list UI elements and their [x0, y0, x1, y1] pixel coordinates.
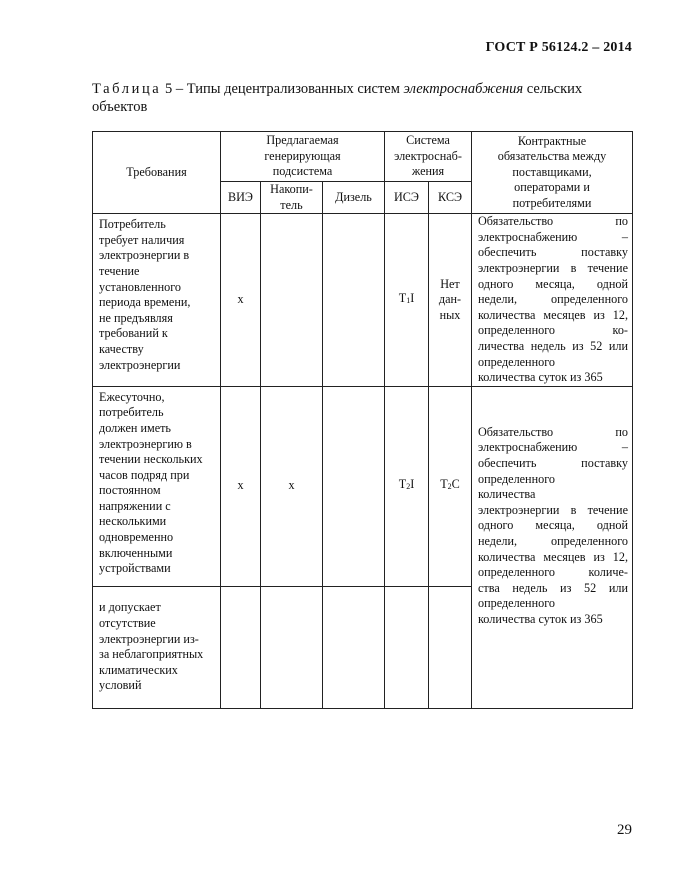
caption-text: Типы децентрализованных систем: [186, 81, 400, 97]
caption-number: 5: [164, 81, 173, 97]
vie-cell: [221, 586, 261, 708]
diesel-cell: [323, 386, 385, 586]
storage-cell: [261, 586, 323, 708]
header-diesel: Дизель: [323, 182, 385, 214]
header-storage: Накопи- тель: [261, 182, 323, 214]
caption-label: Таблица: [92, 81, 162, 97]
table-caption: [92, 80, 632, 116]
table-row: [93, 214, 633, 387]
vie-cell: х: [221, 214, 261, 387]
requirement-cell: Ежесуточно, потребитель должен иметь электроэнергию в течении нескольких часов подряд при постоянном напряжении с несколькими одновременно включенными устройствами: [93, 386, 221, 586]
kse-cell: Т2С: [429, 386, 472, 586]
power-systems-table: [92, 131, 633, 709]
header-contract-obligations: Контрактные обязательства между поставщиками, операторами и потребителями: [472, 132, 633, 214]
kse-cell: Нет дан- ных: [429, 214, 472, 387]
caption-dash: –: [175, 81, 184, 97]
header-gen-subsystem: Предлагаемая генерирующая подсистема: [221, 132, 385, 182]
diesel-cell: [323, 214, 385, 387]
kse-cell: [429, 586, 472, 708]
vie-cell: х: [221, 386, 261, 586]
header-vie: ВИЭ: [221, 182, 261, 214]
requirement-cell: и допускает отсутствие электроэнергии из- за неблагоприятных климатических условий: [93, 586, 221, 708]
requirement-cell: Потребитель требует наличия электроэнергии в течение установленного периода времени, не предъявляя требований к качеству электроэнергии: [93, 214, 221, 387]
caption-text-rest: сельских: [526, 81, 583, 97]
table-row: [93, 386, 633, 586]
ise-cell: Т1I: [385, 214, 429, 387]
caption-line2: объектов: [92, 99, 148, 115]
storage-cell: х: [261, 386, 323, 586]
header-requirements: Требования: [93, 132, 221, 214]
diesel-cell: [323, 586, 385, 708]
page-number: 29: [617, 822, 632, 838]
ise-cell: [385, 586, 429, 708]
obligation-cell: Обязательство по электроснабжению – обеспечить поставку электроэнергии в течение одного месяца, одной недели, определенного количества месяцев из 12, определенного ко- личества недель из 52 или определенного количества суток из 365: [472, 214, 633, 387]
header-power-system: Система электроснаб- жения: [385, 132, 472, 182]
document-id: ГОСТ Р 56124.2 – 2014: [485, 40, 632, 55]
ise-cell: Т2I: [385, 386, 429, 586]
obligation-cell: Обязательство по электроснабжению – обеспечить поставку определенного количества электроэнергии в течение одного месяца, одной недели, определенного количества месяцев из 12, определенного количе- ства недель из 52 или определенного количества суток из 365: [472, 386, 633, 708]
header-ise: ИСЭ: [385, 182, 429, 214]
storage-cell: [261, 214, 323, 387]
caption-italic-text: электроснабжения: [403, 81, 524, 97]
header-kse: КСЭ: [429, 182, 472, 214]
